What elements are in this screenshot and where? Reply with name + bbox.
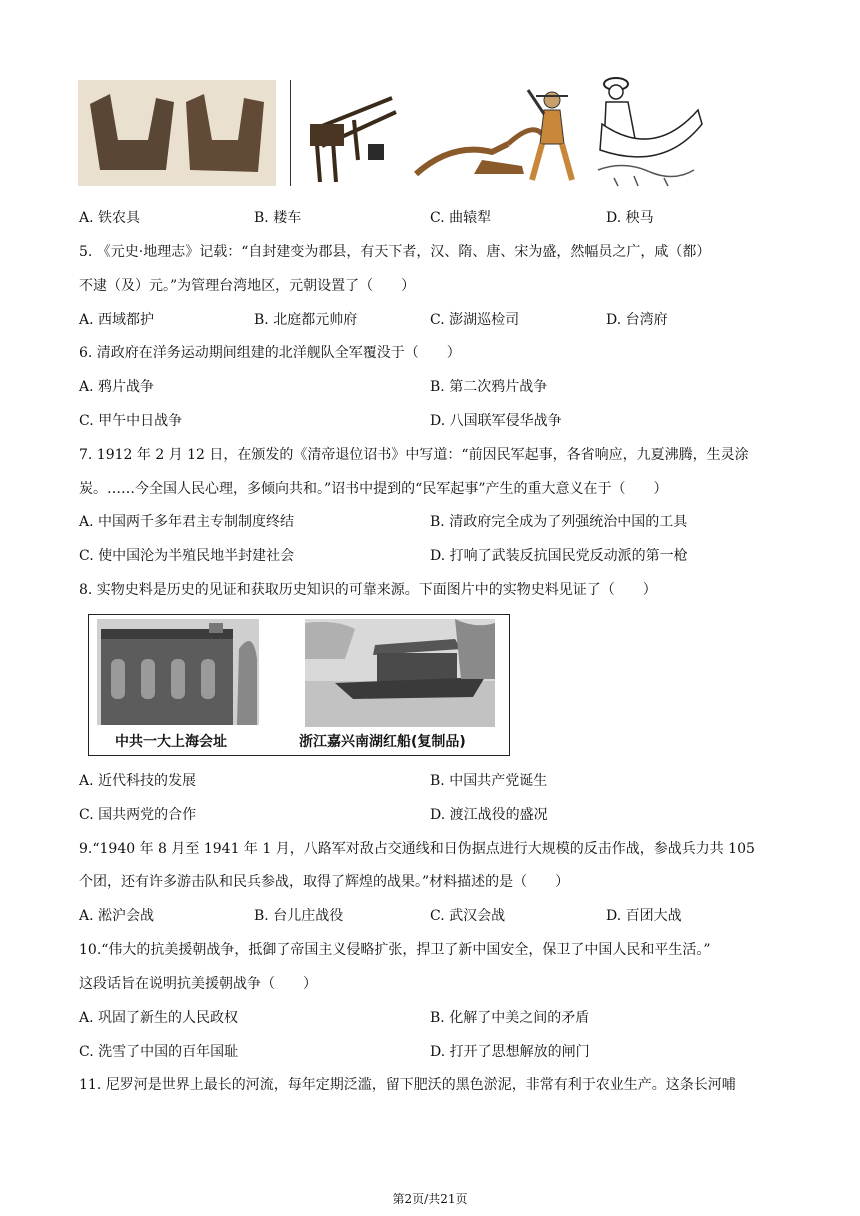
q9-option-a[interactable]: A. 淞沪会战 <box>79 908 155 924</box>
q11-stem-line1: 11. 尼罗河是世界上最长的河流，每年定期泛滥，留下肥沃的黑色淤泥，非常有利于农业生产。这条长河哺 <box>79 1077 736 1093</box>
q10-stem-line2: 这段话旨在说明抗美援朝战争（ ） <box>79 976 317 992</box>
caption-shanghai-site: 中共一大上海会址 <box>115 734 227 750</box>
q9-stem-line2: 个团，还有许多游击队和民兵参战，取得了辉煌的战果。”材料描述的是（ ） <box>79 874 570 890</box>
q8-option-d[interactable]: D. 渡江战役的盛况 <box>430 807 548 823</box>
page-footer: 第2页/共21页 <box>392 1192 468 1206</box>
q5-stem-line2: 不逮（及）元。”为管理台湾地区，元朝设置了（ ） <box>79 278 416 294</box>
q4-option-c[interactable]: C. 曲辕犁 <box>430 210 492 226</box>
q10-option-b[interactable]: B. 化解了中美之间的矛盾 <box>430 1010 590 1026</box>
seed-drill-image <box>292 90 402 186</box>
q4-option-a[interactable]: A. 铁农具 <box>79 210 141 226</box>
q5-option-d[interactable]: D. 台湾府 <box>606 312 668 328</box>
q4-option-d[interactable]: D. 秧马 <box>606 210 654 226</box>
q9-option-c[interactable]: C. 武汉会战 <box>430 908 506 924</box>
q8-option-c[interactable]: C. 国共两党的合作 <box>79 807 197 823</box>
q8-stem: 8. 实物史料是历史的见证和获取历史知识的可靠来源。下面图片中的实物史料见证了（ ） <box>79 582 657 598</box>
q7-option-a[interactable]: A. 中国两千多年君主专制制度终结 <box>79 514 295 530</box>
q6-stem: 6. 清政府在洋务运动期间组建的北洋舰队全军覆没于（ ） <box>79 345 461 361</box>
q7-stem-line2: 炭。……今全国人民心理，多倾向共和。”诏书中提到的“民军起事”产生的重大意义在于（ ） <box>79 481 668 497</box>
q6-option-d[interactable]: D. 八国联军侵华战争 <box>430 413 562 429</box>
image-divider <box>290 80 291 186</box>
q6-option-a[interactable]: A. 鸦片战争 <box>79 379 155 395</box>
shanghai-site-photo <box>97 619 259 725</box>
q7-stem-line1: 7. 1912 年 2 月 12 日，在颁发的《清帝退位诏书》中写道：“前因民军起事，各省响应，九夏沸腾，生灵涂 <box>79 447 749 463</box>
rice-seedling-horse-image <box>594 74 706 192</box>
q4-images <box>78 74 708 192</box>
curved-plough-image <box>412 82 590 190</box>
q7-option-b[interactable]: B. 清政府完全成为了列强统治中国的工具 <box>430 514 688 530</box>
q8-option-a[interactable]: A. 近代科技的发展 <box>79 773 197 789</box>
q8-image-box <box>88 614 510 756</box>
red-boat-photo <box>305 619 495 727</box>
q8-option-b[interactable]: B. 中国共产党诞生 <box>430 773 548 789</box>
q6-option-c[interactable]: C. 甲午中日战争 <box>79 413 183 429</box>
q5-option-b[interactable]: B. 北庭都元帅府 <box>254 312 358 328</box>
q10-stem-line1: 10.“伟大的抗美援朝战争，抵御了帝国主义侵略扩张，捍卫了新中国安全，保卫了中国人民和平生活。” <box>79 942 711 958</box>
q7-option-d[interactable]: D. 打响了武装反抗国民党反动派的第一枪 <box>430 548 688 564</box>
q6-option-b[interactable]: B. 第二次鸦片战争 <box>430 379 548 395</box>
q5-option-c[interactable]: C. 澎湖巡检司 <box>430 312 520 328</box>
iron-farm-tools-image <box>78 80 276 186</box>
q5-option-a[interactable]: A. 西域都护 <box>79 312 155 328</box>
q7-option-c[interactable]: C. 使中国沦为半殖民地半封建社会 <box>79 548 295 564</box>
q4-option-b[interactable]: B. 耧车 <box>254 210 302 226</box>
caption-red-boat: 浙江嘉兴南湖红船(复制品) <box>299 734 466 750</box>
q9-stem-line1: 9.“1940 年 8 月至 1941 年 1 月，八路军对敌占交通线和日伪据点进行大规模的反击作战，参战兵力共 105 <box>79 841 755 857</box>
q9-option-b[interactable]: B. 台儿庄战役 <box>254 908 344 924</box>
q10-option-c[interactable]: C. 洗雪了中国的百年国耻 <box>79 1044 239 1060</box>
q10-option-d[interactable]: D. 打开了思想解放的闸门 <box>430 1044 590 1060</box>
q5-stem-line1: 5. 《元史·地理志》记载：“自封建变为郡县，有天下者，汉、隋、唐、宋为盛，然幅员之广，咸（都） <box>79 244 711 260</box>
q10-option-a[interactable]: A. 巩固了新生的人民政权 <box>79 1010 239 1026</box>
q9-option-d[interactable]: D. 百团大战 <box>606 908 682 924</box>
